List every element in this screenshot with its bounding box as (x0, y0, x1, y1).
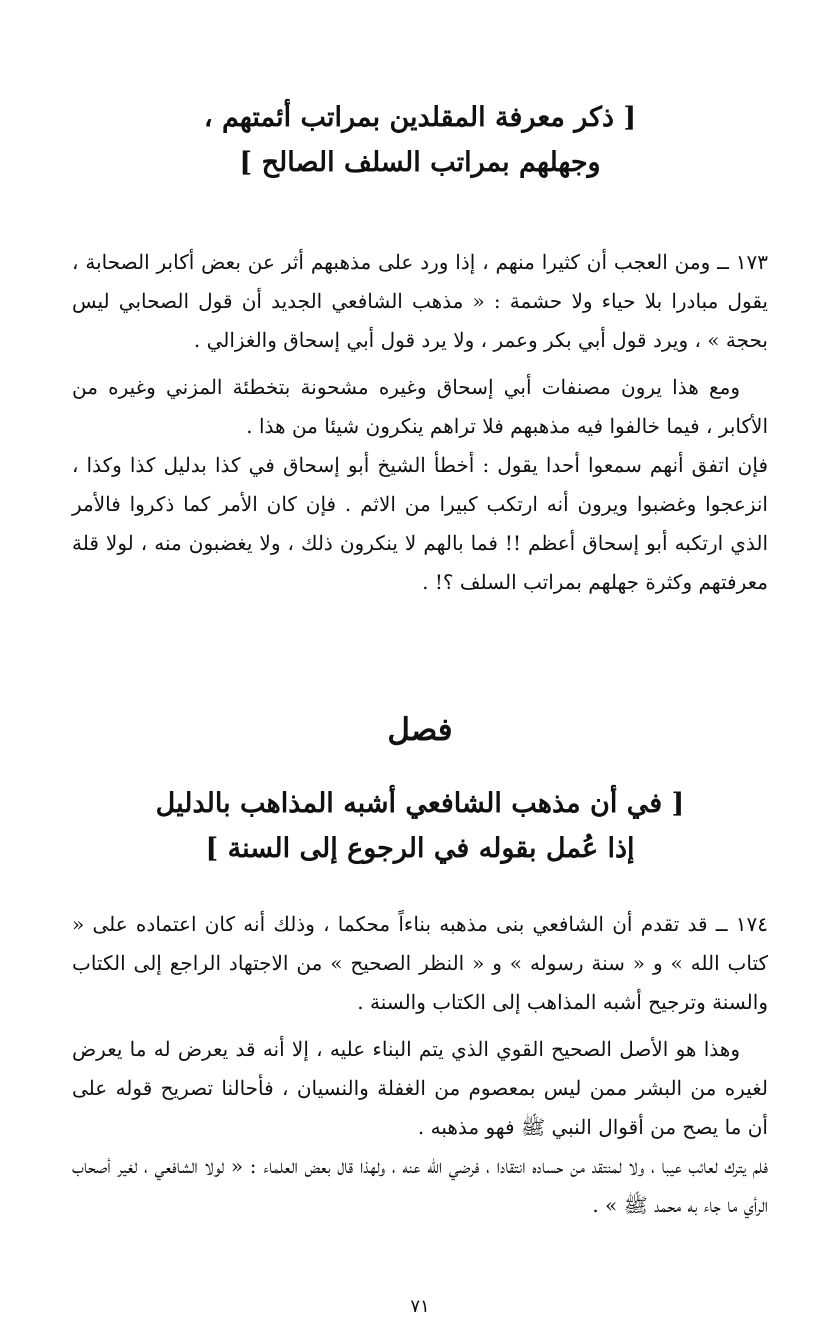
paragraph-174-conclusion: فلم يترك لعائب عيبا ، ولا لمنتقد من حساده انتقادا ، فرضي الله عنه ، ولهذا قال بعض العلماء : « لولا الشافعي ، لغير أصحاب الرأي ما جاء به محمد ﷺ » . (72, 1154, 768, 1217)
heading-line-1: [ ذكر معرفة المقلدين بمراتب أئمتهم ، (203, 102, 637, 133)
section-174 (72, 905, 768, 1225)
chapter-title-fasl: فصل (387, 712, 453, 748)
paragraph-173-objection: فإن اتفق أنهم سمعوا أحدا يقول : أخطأ الشيخ أبو إسحاق في كذا بدليل كذا وكذا ، انزعجوا وغضبوا ويرون أنه ارتكب كبيرا من الاثم . فإن كان الأمر كما ذكروا فالأمر الذي ارتكبه أبو إسحاق أعظم !! فما بالهم لا ينكرون ذلك ، ولا يغضبون منه ، لولا قلة معرفتهم وكثرة جهلهم بمراتب السلف ؟! . (72, 453, 768, 594)
heading-line-1: [ في أن مذهب الشافعي أشبه المذاهب بالدليل (155, 788, 685, 819)
section-heading-shafii-madhhab (72, 782, 768, 871)
section-heading-mentioning-knowledge-of-imitators (72, 96, 768, 185)
heading-line-2: وجهلهم بمراتب السلف الصالح ] (239, 146, 601, 178)
paragraph-174-intro: ١٧٤ ــ قد تقدم أن الشافعي بنى مذهبه بناءاً محكما ، وذلك أنه كان اعتماده على « كتاب الله » و « سنة رسوله » و « النظر الصحيح » من الاجتهاد الراجع إلى الكتاب والسنة وترجيح أشبه المذاهب إلى الكتاب والسنة . (72, 912, 768, 1014)
book-page (72, 0, 768, 1335)
heading-line-2: إذا عُمل بقوله في الرجوع إلى السنة ] (205, 832, 635, 864)
section-173 (72, 243, 768, 602)
page-number: ٧١ (410, 1296, 430, 1317)
paragraph-173-intro: ١٧٣ ــ ومن العجب أن كثيرا منهم ، إذا ورد على مذهبهم أثر عن بعض أكابر الصحابة ، يقول مبادرا بلا حياء ولا حشمة : « مذهب الشافعي الجديد أن قول الصحابي ليس بحجة » ، ويرد قول أبي بكر وعمر ، ولا يرد قول أبي إسحاق والغزالي . (72, 250, 768, 352)
paragraph-173-works: ومع هذا يرون مصنفات أبي إسحاق وغيره مشحونة بتخطئة المزني وغيره من الأكابر ، فيما خالفوا فيه مذهبهم فلا تراهم ينكرون شيئا من هذا . (72, 375, 768, 438)
paragraph-174-principle: وهذا هو الأصل الصحيح القوي الذي يتم البناء عليه ، إلا أنه قد يعرض له ما يعرض لغيره من البشر ممن ليس بمعصوم من الغفلة والنسيان ، فأحالنا تصريح قوله على أن ما يصح من أقوال النبي ﷺ فهو مذهبه . (72, 1037, 768, 1139)
